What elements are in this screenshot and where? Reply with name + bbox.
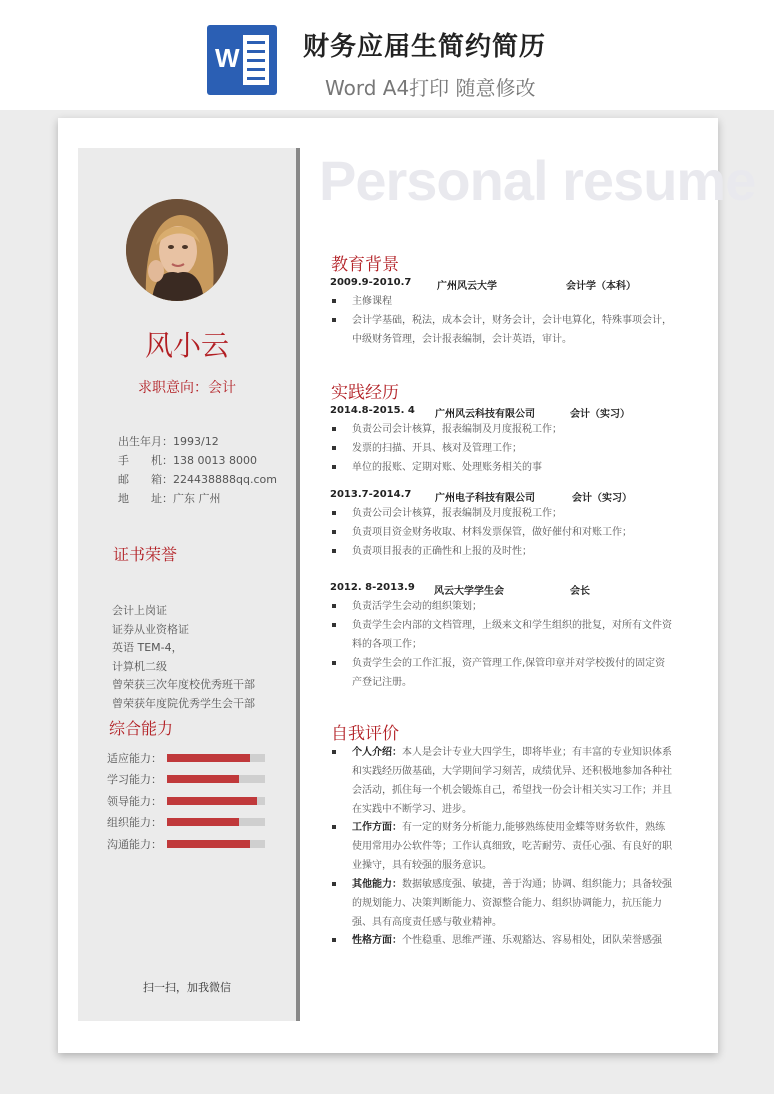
skills-heading: 综合能力 (109, 719, 174, 738)
cert-item: 会计上岗证 (112, 604, 167, 617)
edu-item: 会计学基础，税法，成本会计，财务会计，会计电算化，特殊事项会计，中级财务管理，会计报表编制，会计英语，审计。 (352, 311, 674, 349)
job-item: 负责公司会计核算，报表编制及月度报税工作； (352, 420, 674, 439)
skill-fill (167, 818, 239, 826)
cert-heading: 证书荣誉 (113, 545, 178, 564)
skill-bar (167, 797, 265, 805)
evaluation-heading: 自我评价 (331, 724, 399, 744)
skill-fill (167, 754, 250, 762)
skill-bar (167, 818, 265, 826)
skill-fill (167, 797, 257, 805)
practice-heading: 实践经历 (331, 383, 399, 403)
birth-line: 出生年月：1993/12 (118, 435, 219, 448)
skill-row: 学习能力： (107, 771, 287, 785)
email-line: 邮 箱：224438888qq.com (118, 473, 277, 486)
skill-row: 适应能力： (107, 750, 287, 764)
word-icon: W (207, 25, 277, 95)
job-item: 负责学生会内部的文档管理，上级来文和学生组织的批复，对所有文件资料的各项工作； (352, 616, 674, 654)
candidate-name: 风小云 (144, 329, 229, 362)
job-item: 发票的扫描、开具、核对及管理工作； (352, 439, 674, 458)
skill-row: 沟通能力： (107, 836, 287, 850)
cert-item: 曾荣获三次年度校优秀班干部 (112, 678, 255, 692)
education-heading: 教育背景 (331, 255, 399, 275)
skill-bar (167, 840, 265, 848)
phone-line: 手 机：138 0013 8000 (118, 454, 257, 467)
skill-bar (167, 775, 265, 783)
avatar (126, 199, 228, 301)
cert-item: 英语 TEM-4， (112, 641, 183, 655)
wechat-caption: 扫一扫，加我微信 (143, 981, 231, 994)
skill-fill (167, 840, 250, 848)
job-item: 负责公司会计核算，报表编制及月度报税工作； (352, 504, 674, 523)
skill-row: 领导能力： (107, 793, 287, 807)
page-subtitle: Word A4打印 随意修改 (325, 76, 536, 100)
skill-fill (167, 775, 239, 783)
watermark-title: Personal resume (319, 149, 756, 212)
eval-item: 性格方面：个性稳重、思维严谨、乐观豁达、容易相处，团队荣誉感强 (352, 931, 674, 950)
job-item: 单位的报账、定期对账、处理账务相关的事 (352, 458, 674, 477)
resume-page: 风小云 求职意向：会计 出生年月：1993/12 手 机：138 0013 8000 邮 箱：224438888qq.com 地 址：广东 广州 证书荣誉 会计上岗证 证券从业资格证 英语 TEM-4， 计算机二级 曾荣获三次年度校优秀班干部 曾荣获年度院优秀学生会干部 综合能力 适应能力： 学习能力： 领导能力： 组织能力： 沟通能力： 扫一扫，加我微信 Personal resume 教育背景 2009.9-2010.7 广州风云大学 会计学（本科） 主修课程 会计学基础，税法，成本会计，财务会计，会计电算化，特殊事项会计，中级财务管理，会计报表编制，会计英语，审计。 实践经历 2014.8-2015. 4 广州风云科技有限公司 会计（实习） 负责公司会计核算，报表编制及月度报税工作； 发票的扫描、开具、核对及管理工作； 单位的报账、定期对账、处理账务相关的事 2013.7-2014.7 广州电子科技有限公司 会计（实习） 负责公司会计核算，报表编制及月度报税工作； 负责项目资金财务收取、材料发票保管，做好催付和对账工作； 负责项目报表的正确性和上报的及时性； 2012. 8-2013.9 风云大学学生会 会长 负责活学生会动的组织策划； 负责学生会内部的文档管理，上级来文和学生组织的批复，对所有文件资料的各项工作； 负责学生会的工作汇报，资产管理工作,保管印章并对学校拨付的固定资产登记注册。 自我评价 个人介绍：本人是会计专业大四学生，即将毕业；有丰富的专业知识体系和实践经历做基础，大学期间学习刻苦，成绩优异、还积极地参加各种社会活动，抓住每一个机会锻炼自己，希望找一份会计相关实习工作；并且在实践中不断学习、进步。 工作方面：有一定的财务分析能力,能够熟练使用金蝶等财务软件，熟练使用常用办公软件等；工作认真细致，吃苦耐劳、责任心强、有良好的职业操守，具有较强的服务意识。 其他能力：数据敏感度强、敏捷，善于沟通；协调、组织能力；具备较强的规划能力、决策判断能力、资源整合能力、组织协调能力，抗压能力强、具有高度责任感与敬业精神。 性格方面：个性稳重、思维严谨、乐观豁达、容易相处，团队荣誉感强 (58, 118, 718, 1053)
job-item: 负责活学生会动的组织策划； (352, 597, 674, 616)
job-item: 负责项目资金财务收取、材料发票保管，做好催付和对账工作； (352, 523, 674, 542)
header (0, 0, 774, 110)
sidebar (78, 148, 300, 1021)
skill-row: 组织能力： (107, 814, 287, 828)
skill-bar (167, 754, 265, 762)
eval-item: 其他能力：数据敏感度强、敏捷，善于沟通；协调、组织能力；具备较强的规划能力、决策判断能力、资源整合能力、组织协调能力，抗压能力强、具有高度责任感与敬业精神。 (352, 875, 674, 932)
cert-item: 计算机二级 (112, 659, 167, 673)
eval-item: 工作方面：有一定的财务分析能力,能够熟练使用金蝶等财务软件，熟练使用常用办公软件等；工作认真细致，吃苦耐劳、责任心强、有良好的职业操守，具有较强的服务意识。 (352, 818, 674, 875)
job-intent: 求职意向：会计 (138, 380, 236, 396)
edu-item: 主修课程 (352, 292, 674, 311)
job-item: 负责项目报表的正确性和上报的及时性； (352, 542, 674, 561)
eval-item: 个人介绍：本人是会计专业大四学生，即将毕业；有丰富的专业知识体系和实践经历做基础，大学期间学习刻苦，成绩优异、还积极地参加各种社会活动，抓住每一个机会锻炼自己，希望找一份会计相关实习工作；并且在实践中不断学习、进步。 (352, 743, 674, 819)
cert-list (112, 602, 255, 714)
job-item: 负责学生会的工作汇报，资产管理工作,保管印章并对学校拨付的固定资产登记注册。 (352, 654, 674, 692)
cert-item: 证券从业资格证 (112, 622, 189, 636)
contact-info (118, 432, 277, 508)
address-line: 地 址：广东 广州 (118, 492, 221, 505)
cert-item: 曾荣获年度院优秀学生会干部 (112, 696, 255, 710)
page-title: 财务应届生简约简历 (303, 32, 547, 62)
